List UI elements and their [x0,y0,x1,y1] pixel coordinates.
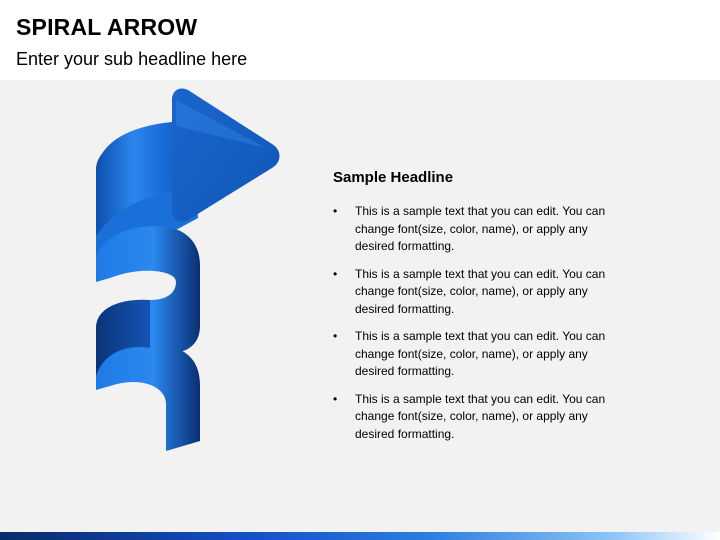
sample-headline: Sample Headline [333,169,454,186]
bullet-item [333,203,623,256]
bullet-dot-icon: • [333,391,338,406]
header [0,0,720,80]
page-title: SPIRAL ARROW [16,14,198,40]
bullet-list [333,203,623,443]
text-block [333,169,623,453]
spiral-arrow-icon [80,86,290,456]
bullet-dot-icon: • [333,329,338,343]
bullet-dot-icon: • [333,204,338,218]
page-subtitle: Enter your sub headline here [16,49,248,69]
bullet-item [333,266,623,319]
bullet-dot-icon: • [333,266,338,281]
footer-bar [0,532,720,540]
bullet-item [333,391,623,444]
bullet-text: This is a sample text that you can edit. You can change font(size, color, name), or apply any desired formatting. [355,391,606,441]
bullet-item [333,328,623,381]
spiral-band-bottom [96,344,200,451]
bullet-text: This is a sample text that you can edit. You can change font(size, color, name), or apply any desired formatting. [355,204,606,253]
bullet-text: This is a sample text that you can edit. You can change font(size, color, name), or apply any desired formatting. [355,266,606,316]
bullet-text: This is a sample text that you can edit. You can change font(size, color, name), or apply any desired formatting. [355,329,606,378]
